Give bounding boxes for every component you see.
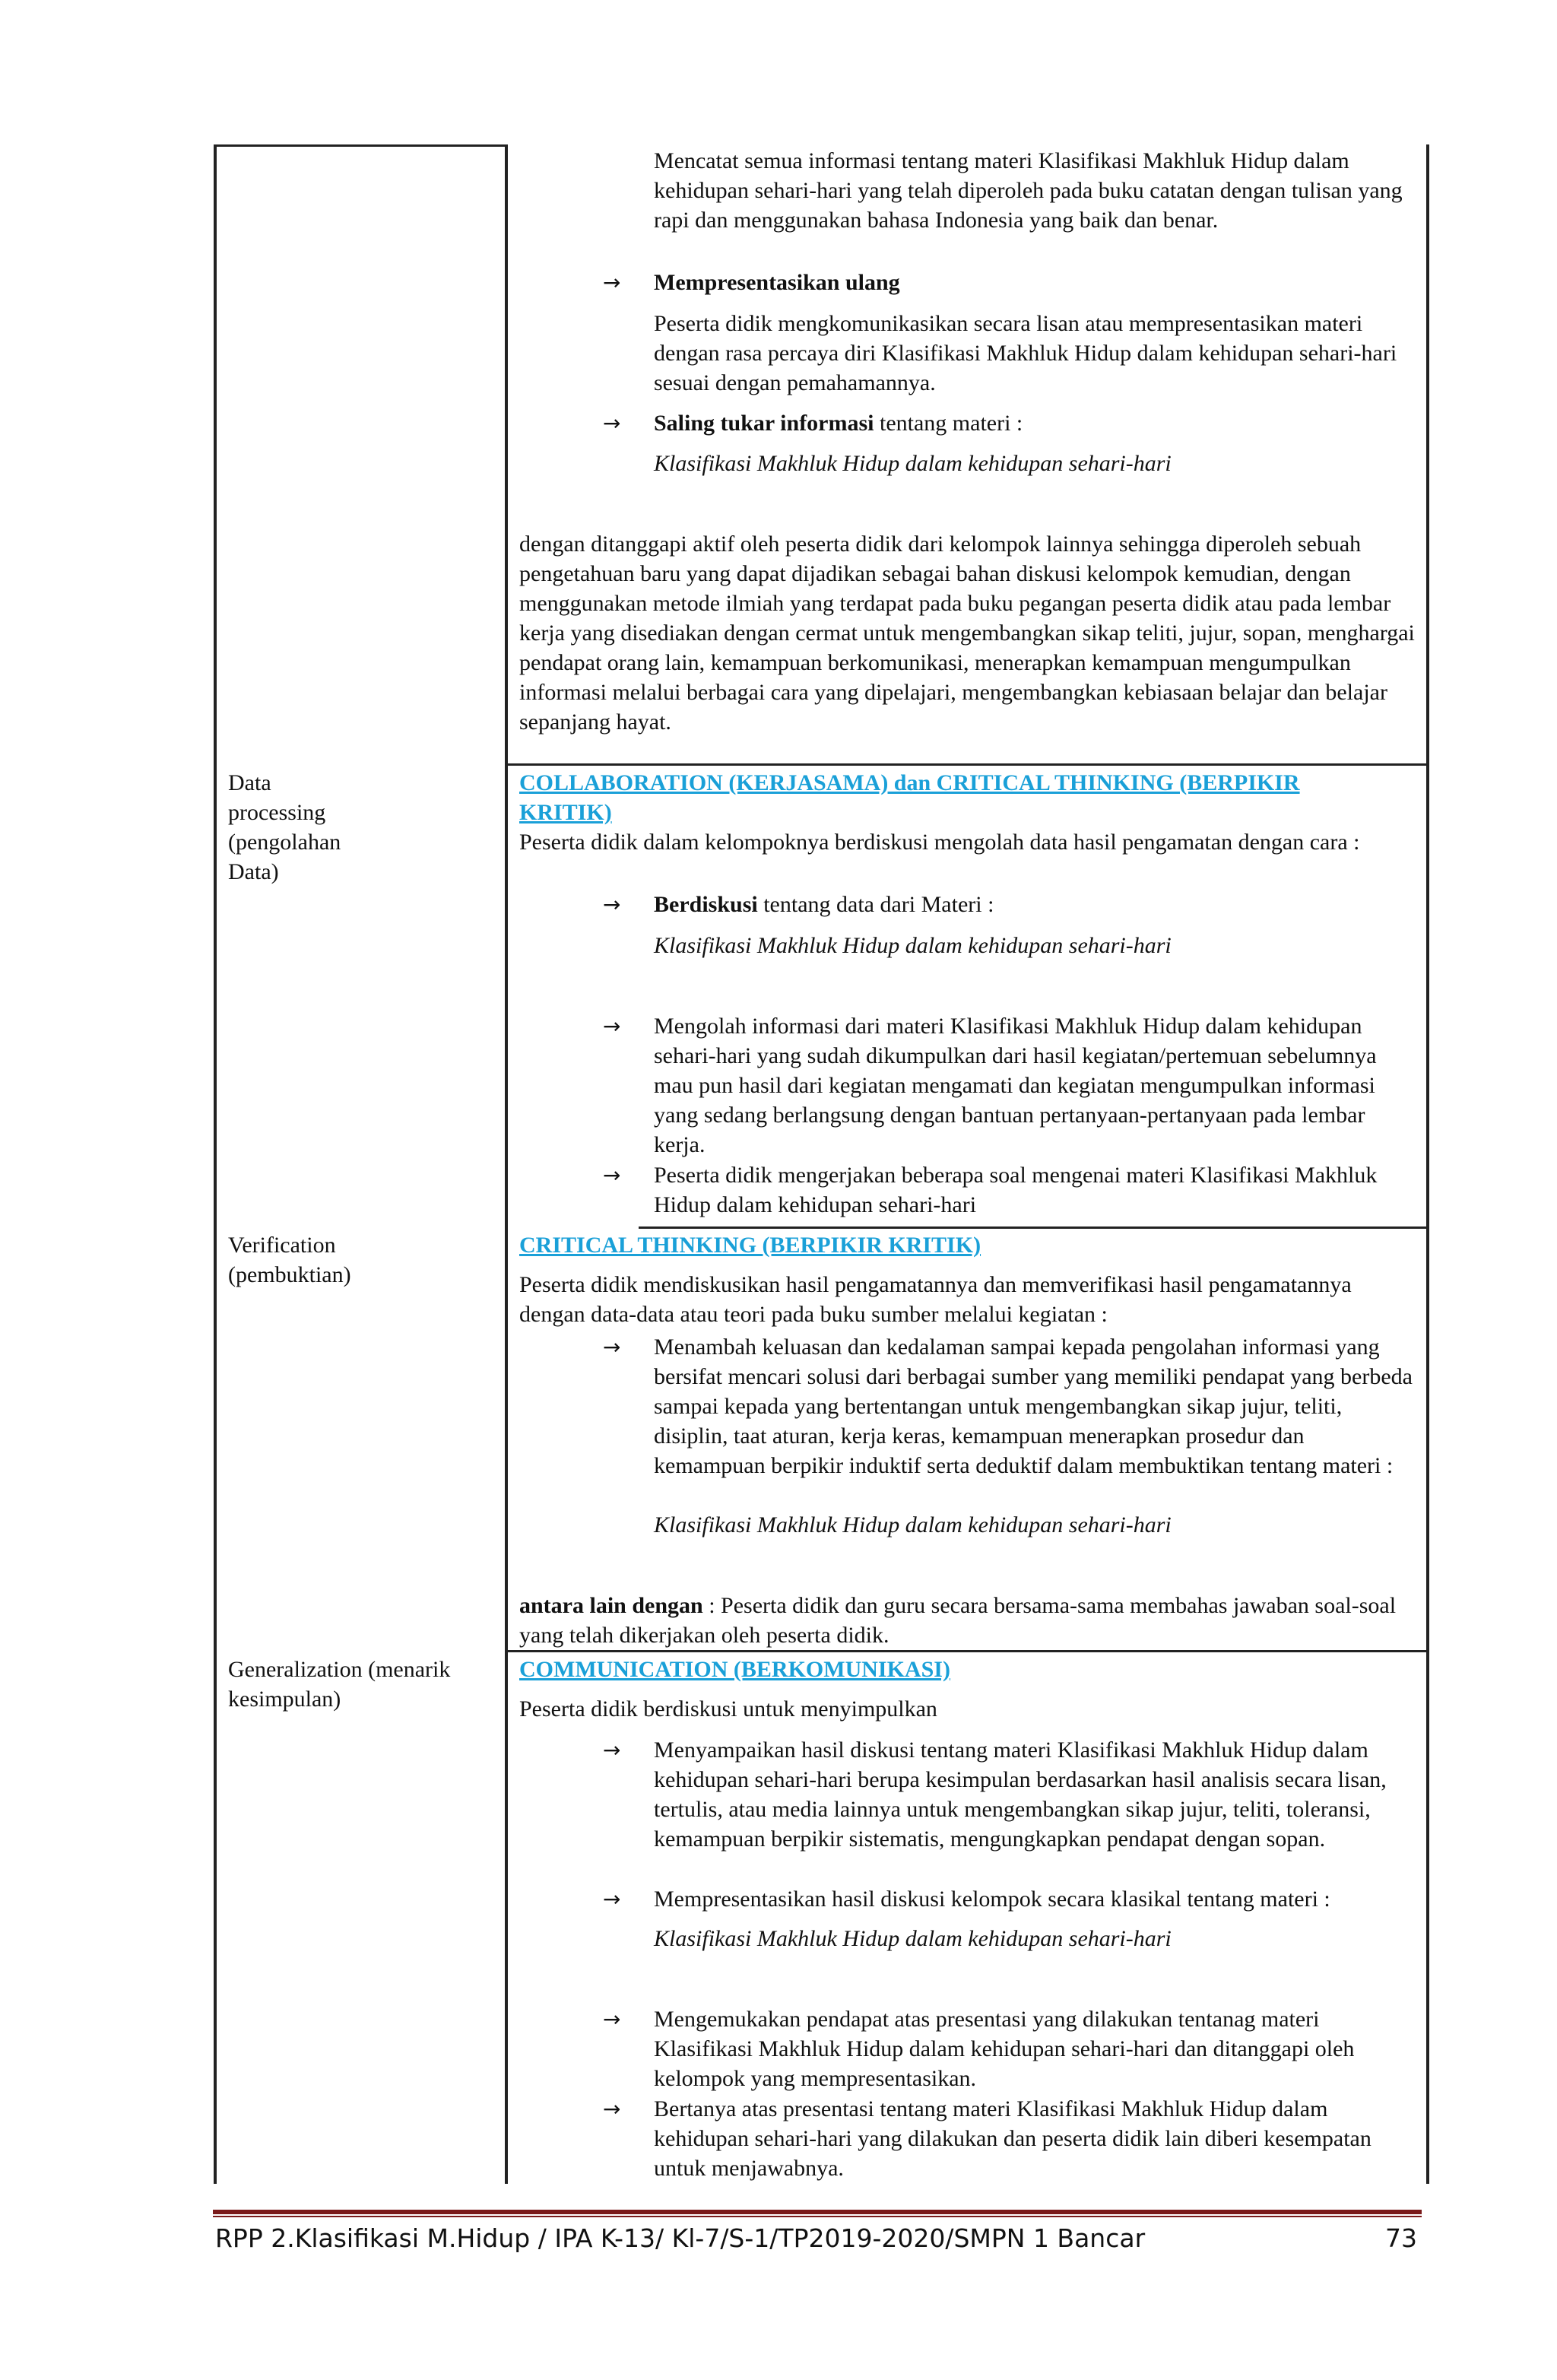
arrow-icon: → <box>603 1163 621 1188</box>
row-label-data-processing <box>228 768 502 887</box>
arrow-icon: → <box>603 1334 621 1360</box>
arrow-icon: → <box>603 1737 621 1763</box>
item-title: Mempresentasikan ulang <box>654 270 900 295</box>
footer-rule-thick <box>213 2210 1422 2214</box>
arrow-icon: → <box>603 2007 621 2032</box>
row-label-generalization <box>228 1655 502 1714</box>
table-left-border <box>214 144 217 2184</box>
closing-paragraph <box>519 1591 1416 1650</box>
footer-rule-thin <box>213 2216 1422 2217</box>
conclusion-item: Menyampaikan hasil diskusi tentang materi Klasifikasi Makhluk Hidup dalam kehidupan sehari-hari berupa kesimpulan berdasarkan hasil analisis secara lisan, tertulis, atau media lainnya untuk mengembangkan sikap jujur, teliti, toleransi, kemampuan berpikir sistematis, mengungkapkan pendapat dengan sopan. <box>654 1737 1387 1852</box>
row-divider-data-processing <box>505 763 1429 766</box>
discussion-item <box>654 890 1414 919</box>
arrow-icon: → <box>603 1887 621 1912</box>
discussion-item-rest: tentang data dari Materi : <box>757 892 994 917</box>
label-line: Generalization (menarik <box>228 1657 451 1682</box>
closing-paragraph: dengan ditanggapi aktif oleh peserta didik dari kelompok lainnya sehingga diperoleh sebuah pengetahuan baru yang dapat dijadikan sebagai bahan diskusi kelompok kemudian, dengan menggunakan metode ilmiah yang terdapat pada buku pegangan peserta didik atau pada lembar kerja yang disediakan dengan cermat untuk mengembangkan sikap teliti, jujur, sopan, menghargai pendapat orang lain, kemampuan berkomunikasi, menerapkan kemampuan mengumpulkan informasi melalui berbagai cara yang dipelajari, mengembangkan kebiasaan belajar dan belajar sepanjang hayat. <box>519 532 1415 735</box>
arrow-icon: → <box>603 411 621 436</box>
label-line: processing <box>228 800 326 825</box>
section-intro: Peserta didik dalam kelompoknya berdiskusi mengolah data hasil pengamatan dengan cara : <box>519 830 1360 855</box>
closing-rest: : Peserta didik dan guru secara bersama-sama membahas jawaban soal-soal yang telah dikerjakan oleh peserta didik. <box>519 1593 1397 1648</box>
topic-title: Klasifikasi Makhluk Hidup dalam kehidupan sehari-hari <box>654 451 1172 476</box>
topic-title: Klasifikasi Makhluk Hidup dalam kehidupan sehari-hari <box>654 1512 1172 1537</box>
row-divider-verification <box>639 1226 1429 1229</box>
page-number: 73 <box>1385 2223 1417 2253</box>
discussion-item-bold: Berdiskusi <box>654 892 758 917</box>
row-divider-generalization <box>505 1650 1429 1652</box>
label-line: kesimpulan) <box>228 1687 341 1712</box>
arrow-icon: → <box>603 1014 621 1039</box>
note-paragraph: Mencatat semua informasi tentang materi Klasifikasi Makhluk Hidup dalam kehidupan sehari-hari yang telah diperoleh pada buku catatan dengan tulisan yang rapi dan menggunakan bahasa Indonesia yang baik dan benar. <box>654 148 1403 233</box>
arrow-icon: → <box>603 892 621 917</box>
topic-title: Klasifikasi Makhluk Hidup dalam kehidupan sehari-hari <box>654 1926 1172 1951</box>
label-line: (pembuktian) <box>228 1262 351 1287</box>
arrow-icon: → <box>603 2096 621 2121</box>
topic-title: Klasifikasi Makhluk Hidup dalam kehidupan sehari-hari <box>654 933 1172 958</box>
closing-bold: antara lain dengan <box>519 1593 703 1618</box>
section-intro: Peserta didik berdiskusi untuk menyimpulkan <box>519 1696 937 1722</box>
heading-line: COLLABORATION (KERJASAMA) dan CRITICAL THINKING (BERPIKIR <box>519 770 1300 795</box>
label-line: (pengolahan <box>228 830 341 855</box>
table-column-divider <box>505 144 508 2184</box>
item-body: Peserta didik mengkomunikasikan secara lisan atau mempresentasikan materi dengan rasa percaya diri Klasifikasi Makhluk Hidup dalam kehidupan sehari-hari sesuai dengan pemahamannya. <box>654 311 1397 395</box>
label-line: Verification <box>228 1233 336 1258</box>
arrow-icon: → <box>603 270 621 295</box>
row-label-verification <box>228 1230 502 1290</box>
table-top-border <box>214 144 508 147</box>
exchange-item <box>654 408 1414 438</box>
heading-line: KRITIK) <box>519 800 612 825</box>
opinion-item: Mengemukakan pendapat atas presentasi yang dilakukan tentanag materi Klasifikasi Makhluk Hidup dalam kehidupan sehari-hari dan ditanggapi oleh kelompok yang mempresentasikan. <box>654 2007 1355 2091</box>
exchange-item-bold: Saling tukar informasi <box>654 411 874 436</box>
footer-text: RPP 2.Klasifikasi M.Hidup / IPA K-13/ Kl-7/S-1/TP2019-2020/SMPN 1 Bancar <box>215 2223 1146 2253</box>
process-item: Mengolah informasi dari materi Klasifikasi Makhluk Hidup dalam kehidupan sehari-hari yang sudah dikumpulkan dari hasil kegiatan/pertemuan sebelumnya mau pun hasil dari kegiatan mengamati dan kegiatan mengumpulkan informasi yang sedang berlangsung dengan bantuan pertanyaan-pertanyaan pada lembar kerja. <box>654 1014 1377 1157</box>
verification-item: Menambah keluasan dan kedalaman sampai kepada pengolahan informasi yang bersifat mencari solusi dari berbagai sumber yang memiliki pendapat yang berbeda sampai kepada yang bertentangan untuk mengembangkan sikap jujur, teliti, disiplin, taat aturan, kerja keras, kemampuan menerapkan prosedur dan kemampuan berpikir induktif serta deduktif dalam membuktikan tentang materi : <box>654 1334 1413 1478</box>
exercise-item: Peserta didik mengerjakan beberapa soal mengenai materi Klasifikasi Makhluk Hidup dalam kehidupan sehari-hari <box>654 1163 1378 1217</box>
label-line: Data <box>228 770 271 795</box>
table-right-border <box>1426 144 1429 2184</box>
section-heading: COMMUNICATION (BERKOMUNIKASI) <box>519 1657 950 1682</box>
section-intro: Peserta didik mendiskusikan hasil pengamatannya dan memverifikasi hasil pengamatannya dengan data-data atau teori pada buku sumber melalui kegiatan : <box>519 1272 1352 1327</box>
label-line: Data) <box>228 859 279 884</box>
section-heading <box>519 768 1416 827</box>
exchange-item-rest: tentang materi : <box>874 411 1023 436</box>
presentation-item: Mempresentasikan hasil diskusi kelompok secara klasikal tentang materi : <box>654 1887 1330 1912</box>
question-item: Bertanya atas presentasi tentang materi Klasifikasi Makhluk Hidup dalam kehidupan sehari-hari yang dilakukan dan peserta didik lain diberi kesempatan untuk menjawabnya. <box>654 2096 1371 2181</box>
section-heading: CRITICAL THINKING (BERPIKIR KRITIK) <box>519 1233 981 1258</box>
